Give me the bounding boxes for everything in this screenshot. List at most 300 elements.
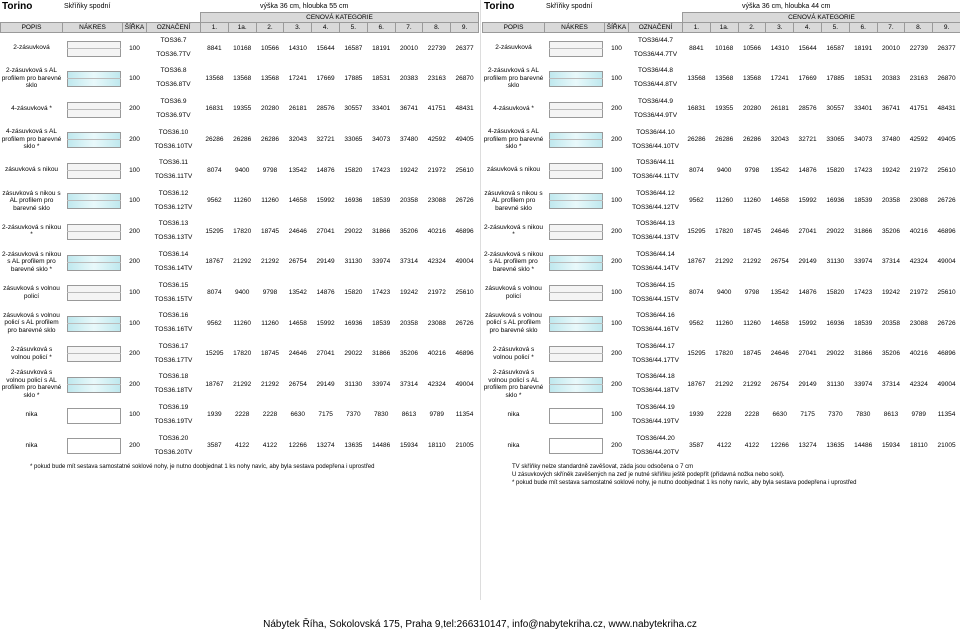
item-code: TOS36.11 bbox=[158, 159, 189, 167]
drawer-line-icon bbox=[549, 262, 603, 263]
price-cell: 8074 bbox=[689, 166, 704, 174]
item-code: TOS36.19TV bbox=[154, 417, 193, 425]
price-cell: 8613 bbox=[401, 411, 417, 419]
price-cell: 49004 bbox=[937, 380, 956, 388]
item-description: zásuvková s volnou policí s AL profilem pro barevné sklo bbox=[485, 311, 542, 334]
price-table bbox=[482, 12, 960, 461]
price-cell: 14876 bbox=[798, 166, 817, 174]
price-cell: 13568 bbox=[715, 74, 734, 82]
price-cell: 24646 bbox=[770, 350, 789, 358]
price-cell: 17241 bbox=[288, 74, 307, 82]
price-cell: 23088 bbox=[909, 319, 928, 327]
price-cell: 11260 bbox=[743, 319, 761, 327]
price-cell: 11260 bbox=[743, 197, 761, 205]
item-code: TOS36/44.7 bbox=[638, 37, 673, 45]
item-width: 200 bbox=[129, 350, 140, 358]
item-description: 4-zásuvková * bbox=[11, 105, 52, 113]
cabinet-drawing bbox=[545, 33, 605, 64]
item-description: 2-zásuvková bbox=[495, 44, 532, 52]
price-cell: 19355 bbox=[233, 105, 252, 113]
cabinet-sketch-icon bbox=[549, 132, 603, 148]
note-line: U zásuvkových skříněk zavěšených na zeď je nutné skříňku ještě podepřít (přídavná nožka nebo sokl). bbox=[512, 471, 785, 478]
cabinet-sketch-icon bbox=[67, 346, 121, 362]
price-cell: 17241 bbox=[770, 74, 789, 82]
price-cell: 21292 bbox=[260, 380, 280, 388]
price-cell: 15644 bbox=[316, 44, 335, 52]
item-code: TOS36.12 bbox=[158, 189, 189, 197]
item-code: TOS36.15 bbox=[158, 281, 189, 289]
price-cell: 32721 bbox=[316, 136, 335, 144]
item-description: 2-zásuvková s volnou policí * bbox=[492, 346, 535, 361]
cabinet-drawing bbox=[545, 338, 605, 369]
item-code: TOS36/44.17TV bbox=[632, 356, 679, 364]
price-cell: 9798 bbox=[262, 166, 278, 174]
item-codes bbox=[629, 308, 683, 339]
price-cell: 42592 bbox=[909, 136, 928, 144]
item-description: zásuvková s nikou s AL profilem pro barevné sklo bbox=[2, 189, 61, 212]
table-row bbox=[483, 185, 960, 216]
price-cell: 18531 bbox=[372, 74, 391, 82]
panel-header bbox=[482, 2, 960, 12]
price-cell: 4122 bbox=[744, 442, 760, 450]
price-cell: 7830 bbox=[373, 411, 389, 419]
column-header-row bbox=[1, 23, 479, 33]
price-cell: 13635 bbox=[826, 442, 845, 450]
item-code: TOS36.14 bbox=[158, 250, 189, 258]
item-width: 200 bbox=[129, 258, 140, 266]
drawer-line-icon bbox=[549, 292, 603, 293]
item-code: TOS36.17TV bbox=[154, 356, 193, 364]
cabinet-drawing bbox=[545, 247, 605, 278]
price-cell: 13542 bbox=[288, 166, 307, 174]
price-cell: 31130 bbox=[344, 258, 363, 266]
price-cell: 11260 bbox=[715, 319, 733, 327]
price-cell: 26754 bbox=[288, 258, 307, 266]
table-row bbox=[1, 369, 479, 400]
note-line: * pokud bude mít sestava samostatné soklové nohy, je nutno doobjednat 1 ks nohy navíc, aby byla sestava podepřena i uprostřed bbox=[30, 463, 375, 470]
item-code: TOS36/44.20TV bbox=[632, 448, 679, 456]
column-header-row bbox=[483, 23, 960, 33]
price-cell: 18539 bbox=[372, 197, 391, 205]
item-code: TOS36.13TV bbox=[154, 234, 193, 242]
cabinet-drawing bbox=[545, 277, 605, 308]
item-code: TOS36.10TV bbox=[154, 142, 193, 150]
price-cell: 27041 bbox=[798, 227, 817, 235]
item-codes bbox=[147, 124, 201, 155]
price-cell: 35206 bbox=[881, 350, 901, 358]
column-header: 6. bbox=[367, 23, 395, 33]
price-cell: 21292 bbox=[715, 258, 734, 266]
price-cell: 19242 bbox=[881, 166, 901, 174]
price-cell: 16831 bbox=[205, 105, 224, 113]
price-cell: 9798 bbox=[262, 289, 278, 297]
price-cell: 21292 bbox=[715, 380, 734, 388]
item-code: TOS36/44.20 bbox=[636, 434, 675, 442]
price-cell: 20010 bbox=[881, 44, 901, 52]
price-cell: 15934 bbox=[399, 442, 419, 450]
item-codes bbox=[147, 338, 201, 369]
price-cell: 27041 bbox=[798, 350, 817, 358]
price-cell: 49004 bbox=[455, 258, 474, 266]
item-width: 200 bbox=[129, 442, 140, 450]
column-header: 9. bbox=[933, 23, 960, 33]
price-cell: 33401 bbox=[854, 105, 873, 113]
item-description: 4-zásuvková s AL profilem pro barevné sklo * bbox=[1, 128, 62, 151]
price-cell: 46896 bbox=[455, 350, 474, 358]
price-cell: 27041 bbox=[316, 350, 335, 358]
cabinet-drawing bbox=[545, 400, 605, 431]
notes bbox=[482, 463, 960, 487]
item-code: TOS36.11TV bbox=[154, 173, 193, 181]
price-cell: 7175 bbox=[800, 411, 815, 419]
cabinet-drawing bbox=[63, 400, 123, 431]
price-cell: 15820 bbox=[344, 166, 363, 174]
price-cell: 40216 bbox=[909, 227, 928, 235]
price-cell: 28576 bbox=[316, 105, 335, 113]
price-cell: 23088 bbox=[427, 319, 446, 327]
item-width: 100 bbox=[129, 197, 140, 205]
item-code: TOS36.7TV bbox=[156, 51, 191, 59]
item-description: 2-zásuvková s volnou policí s AL profilem pro barevné sklo * bbox=[483, 369, 544, 399]
price-cell: 16936 bbox=[344, 319, 363, 327]
price-cell: 9562 bbox=[689, 319, 704, 327]
column-header: ŠÍŘKA bbox=[605, 23, 629, 33]
price-cell: 26726 bbox=[455, 319, 474, 327]
item-codes bbox=[629, 94, 683, 125]
price-cell: 26286 bbox=[260, 136, 280, 144]
price-cell: 35206 bbox=[399, 350, 419, 358]
price-cell: 49405 bbox=[455, 136, 474, 144]
price-cell: 7370 bbox=[346, 411, 361, 419]
drawer-line-icon bbox=[67, 231, 121, 232]
column-header: 7. bbox=[395, 23, 423, 33]
item-codes bbox=[629, 277, 683, 308]
table-body bbox=[1, 33, 479, 461]
price-cell: 25610 bbox=[455, 289, 474, 297]
table-row bbox=[1, 277, 479, 308]
price-cell: 19242 bbox=[399, 289, 419, 297]
item-description: 2-zásuvková s volnou policí s AL profilem pro barevné sklo * bbox=[1, 369, 62, 399]
price-cell: 19242 bbox=[881, 289, 901, 297]
table-row bbox=[1, 216, 479, 247]
cabinet-sketch-icon bbox=[549, 224, 603, 240]
price-cell: 33974 bbox=[372, 258, 391, 266]
drawer-line-icon bbox=[67, 139, 121, 140]
drawer-line-icon bbox=[549, 353, 603, 354]
footer-contact: Nábytek Říha, Sokolovská 175, Praha 9,tel:266310147, info@nabytekriha.cz, www.nabytekriha.cz bbox=[263, 619, 697, 630]
price-cell: 18767 bbox=[205, 258, 224, 266]
price-cell: 14486 bbox=[854, 442, 873, 450]
price-cell: 29149 bbox=[798, 258, 817, 266]
cabinet-drawing bbox=[63, 338, 123, 369]
price-cell: 37314 bbox=[399, 258, 419, 266]
price-cell: 42324 bbox=[427, 380, 446, 388]
item-codes bbox=[147, 247, 201, 278]
price-cell: 14310 bbox=[770, 44, 789, 52]
price-cell: 9798 bbox=[744, 166, 760, 174]
price-cell: 21292 bbox=[742, 258, 762, 266]
price-cell: 7175 bbox=[318, 411, 333, 419]
price-cell: 49004 bbox=[455, 380, 474, 388]
price-cell: 18745 bbox=[742, 350, 762, 358]
table-row bbox=[483, 216, 960, 247]
item-codes bbox=[147, 430, 201, 461]
cabinet-sketch-icon bbox=[549, 285, 603, 301]
price-cell: 24646 bbox=[770, 227, 789, 235]
drawer-line-icon bbox=[67, 262, 121, 263]
item-code: TOS36.12TV bbox=[154, 203, 193, 211]
cabinet-drawing bbox=[63, 216, 123, 247]
cabinet-sketch-icon bbox=[549, 71, 603, 87]
column-header: 3. bbox=[766, 23, 794, 33]
item-codes bbox=[629, 369, 683, 400]
table-row bbox=[1, 94, 479, 125]
price-cell: 18767 bbox=[205, 380, 224, 388]
item-code: TOS36/44.15 bbox=[636, 281, 675, 289]
price-cell: 13568 bbox=[205, 74, 224, 82]
price-cell: 18539 bbox=[854, 319, 873, 327]
price-category-header: CENOVÁ KATEGORIE bbox=[201, 13, 479, 23]
price-cell: 10566 bbox=[742, 44, 762, 52]
price-cell: 26286 bbox=[687, 136, 706, 144]
item-codes bbox=[629, 185, 683, 216]
price-cell: 18191 bbox=[372, 44, 391, 52]
price-cell: 15295 bbox=[205, 227, 224, 235]
price-cell: 9400 bbox=[234, 166, 250, 174]
item-code: TOS36/44.16TV bbox=[632, 326, 679, 334]
price-cell: 29022 bbox=[344, 227, 363, 235]
price-cell: 23163 bbox=[427, 74, 446, 82]
table-row bbox=[1, 400, 479, 431]
item-code: TOS36/44.16 bbox=[636, 312, 675, 320]
cabinet-drawing bbox=[545, 155, 605, 186]
price-cell: 9562 bbox=[689, 197, 704, 205]
price-cell: 8074 bbox=[207, 289, 222, 297]
table-row bbox=[483, 308, 960, 339]
item-width: 100 bbox=[129, 166, 140, 174]
item-code: TOS36/44.13TV bbox=[632, 234, 679, 242]
price-cell: 16831 bbox=[687, 105, 706, 113]
item-codes bbox=[629, 33, 683, 64]
price-cell: 26181 bbox=[770, 105, 789, 113]
table-row bbox=[1, 185, 479, 216]
column-header: POPIS bbox=[1, 23, 63, 33]
price-cell: 16587 bbox=[344, 44, 363, 52]
item-codes bbox=[147, 63, 201, 94]
price-cell: 37480 bbox=[399, 136, 419, 144]
column-header: 1a. bbox=[228, 23, 256, 33]
price-cell: 6630 bbox=[772, 411, 788, 419]
table-row bbox=[1, 430, 479, 461]
cabinet-drawing bbox=[63, 63, 123, 94]
item-codes bbox=[629, 155, 683, 186]
note-line: TV skříňky nelze standardně zavěšovat, záda jsou odsočena o 7 cm bbox=[512, 463, 694, 470]
price-cell: 26286 bbox=[205, 136, 224, 144]
item-code: TOS36/44.17 bbox=[636, 342, 675, 350]
item-width: 100 bbox=[129, 319, 140, 327]
item-code: TOS36/44.11 bbox=[636, 159, 675, 167]
price-cell: 20383 bbox=[881, 74, 901, 82]
cabinet-drawing bbox=[545, 308, 605, 339]
item-code: TOS36.18TV bbox=[154, 387, 193, 395]
price-cell: 22739 bbox=[909, 44, 928, 52]
price-cell: 9789 bbox=[429, 411, 444, 419]
cabinet-drawing bbox=[63, 33, 123, 64]
cabinet-drawing bbox=[63, 277, 123, 308]
price-cell: 12266 bbox=[770, 442, 789, 450]
price-cell: 9789 bbox=[911, 411, 926, 419]
brand-title: Torino bbox=[2, 1, 33, 12]
column-header: 6. bbox=[849, 23, 877, 33]
price-cell: 37480 bbox=[881, 136, 901, 144]
panel-subtitle: Skříňky spodní bbox=[64, 3, 111, 10]
price-cell: 20358 bbox=[399, 197, 419, 205]
item-codes bbox=[147, 94, 201, 125]
price-cell: 17820 bbox=[233, 227, 252, 235]
item-width: 100 bbox=[129, 411, 140, 419]
price-cell: 26286 bbox=[742, 136, 762, 144]
price-cell: 14486 bbox=[372, 442, 391, 450]
price-cell: 15992 bbox=[798, 319, 817, 327]
cabinet-drawing bbox=[63, 94, 123, 125]
notes bbox=[0, 463, 478, 471]
item-description: 2-zásuvková s AL profilem pro barevné sklo bbox=[1, 67, 62, 90]
item-width: 200 bbox=[611, 442, 622, 450]
price-cell: 3587 bbox=[689, 442, 704, 450]
price-cell: 8841 bbox=[207, 44, 222, 52]
price-cell: 16936 bbox=[826, 197, 845, 205]
price-cell: 8841 bbox=[689, 44, 704, 52]
price-cell: 36741 bbox=[399, 105, 419, 113]
panel-subtitle: Skříňky spodní bbox=[546, 3, 593, 10]
price-cell: 13568 bbox=[233, 74, 252, 82]
item-codes bbox=[629, 247, 683, 278]
column-header: ŠÍŘKA bbox=[123, 23, 147, 33]
price-table-panel-44cm bbox=[482, 2, 960, 487]
price-cell: 25610 bbox=[937, 289, 956, 297]
drawer-line-icon bbox=[549, 170, 603, 171]
item-code: TOS36.15TV bbox=[154, 295, 193, 303]
price-cell: 42592 bbox=[427, 136, 446, 144]
panel-dimensions: výška 36 cm, hloubka 44 cm bbox=[742, 3, 831, 10]
price-cell: 2228 bbox=[716, 411, 732, 419]
price-cell: 37314 bbox=[881, 380, 901, 388]
price-cell: 25610 bbox=[937, 166, 956, 174]
price-cell: 4122 bbox=[716, 442, 732, 450]
price-cell: 21292 bbox=[233, 380, 252, 388]
price-cell: 18745 bbox=[742, 227, 762, 235]
price-cell: 14876 bbox=[798, 289, 817, 297]
price-cell: 26754 bbox=[770, 258, 789, 266]
price-cell: 9562 bbox=[207, 197, 222, 205]
brand-title: Torino bbox=[484, 1, 515, 12]
price-cell: 16936 bbox=[344, 197, 363, 205]
price-cell: 26870 bbox=[937, 74, 956, 82]
price-cell: 14658 bbox=[288, 319, 307, 327]
price-cell: 21292 bbox=[233, 258, 252, 266]
column-header: 4. bbox=[312, 23, 340, 33]
item-width: 100 bbox=[129, 289, 140, 297]
price-cell: 10566 bbox=[260, 44, 280, 52]
price-cell: 15934 bbox=[881, 442, 901, 450]
cabinet-sketch-icon bbox=[549, 163, 603, 179]
price-cell: 33401 bbox=[372, 105, 391, 113]
panel-separator bbox=[480, 0, 481, 600]
price-cell: 13274 bbox=[798, 442, 817, 450]
price-cell: 18745 bbox=[260, 227, 280, 235]
price-cell: 13542 bbox=[770, 289, 789, 297]
item-description: nika bbox=[507, 411, 520, 419]
column-header: 1. bbox=[683, 23, 711, 33]
price-cell: 15295 bbox=[687, 350, 706, 358]
item-description: zásuvková s nikou s AL profilem pro barevné sklo bbox=[484, 189, 543, 212]
price-cell: 17885 bbox=[826, 74, 845, 82]
price-cell: 46896 bbox=[937, 350, 956, 358]
item-description: 2-zásuvková s volnou policí * bbox=[10, 346, 53, 361]
cabinet-drawing bbox=[545, 185, 605, 216]
price-cell: 32043 bbox=[770, 136, 789, 144]
cabinet-sketch-icon bbox=[549, 408, 603, 424]
item-codes bbox=[629, 430, 683, 461]
cabinet-sketch-icon bbox=[67, 163, 121, 179]
cabinet-drawing bbox=[63, 124, 123, 155]
price-cell: 3587 bbox=[207, 442, 222, 450]
price-cell: 34073 bbox=[372, 136, 391, 144]
price-cell: 35206 bbox=[399, 227, 419, 235]
item-code: TOS36/44.7TV bbox=[633, 51, 678, 59]
price-cell: 15992 bbox=[316, 197, 335, 205]
price-cell: 23088 bbox=[427, 197, 446, 205]
item-code: TOS36/44.12 bbox=[636, 189, 675, 197]
drawer-line-icon bbox=[67, 323, 121, 324]
table-row bbox=[483, 277, 960, 308]
price-cell: 15295 bbox=[687, 227, 706, 235]
price-cell: 18110 bbox=[427, 442, 446, 450]
price-cell: 41751 bbox=[909, 105, 928, 113]
item-code: TOS36.18 bbox=[158, 373, 189, 381]
price-cell: 2228 bbox=[262, 411, 278, 419]
cabinet-sketch-icon bbox=[549, 438, 603, 454]
price-cell: 16587 bbox=[826, 44, 845, 52]
price-cell: 7370 bbox=[828, 411, 843, 419]
price-cell: 48431 bbox=[455, 105, 474, 113]
drawer-line-icon bbox=[549, 323, 603, 324]
item-codes bbox=[629, 338, 683, 369]
cabinet-drawing bbox=[545, 430, 605, 461]
price-cell: 13542 bbox=[288, 289, 307, 297]
item-code: TOS36.16 bbox=[158, 312, 189, 320]
price-cell: 40216 bbox=[427, 350, 446, 358]
price-cell: 26377 bbox=[937, 44, 956, 52]
price-cell: 23163 bbox=[909, 74, 928, 82]
drawer-line-icon bbox=[549, 109, 603, 110]
item-code: TOS36/44.10TV bbox=[632, 142, 679, 150]
item-code: TOS36/44.18TV bbox=[632, 387, 679, 395]
price-cell: 15992 bbox=[798, 197, 817, 205]
item-description: nika bbox=[507, 441, 520, 449]
cabinet-drawing bbox=[545, 124, 605, 155]
column-header: 5. bbox=[821, 23, 849, 33]
price-cell: 31130 bbox=[344, 380, 363, 388]
price-cell: 30557 bbox=[344, 105, 363, 113]
price-cell: 20358 bbox=[399, 319, 419, 327]
price-cell: 31866 bbox=[372, 350, 391, 358]
price-cell: 17423 bbox=[372, 166, 391, 174]
item-code: TOS36.8 bbox=[160, 67, 187, 75]
cabinet-sketch-icon bbox=[549, 255, 603, 271]
price-cell: 8613 bbox=[883, 411, 899, 419]
item-codes bbox=[147, 216, 201, 247]
